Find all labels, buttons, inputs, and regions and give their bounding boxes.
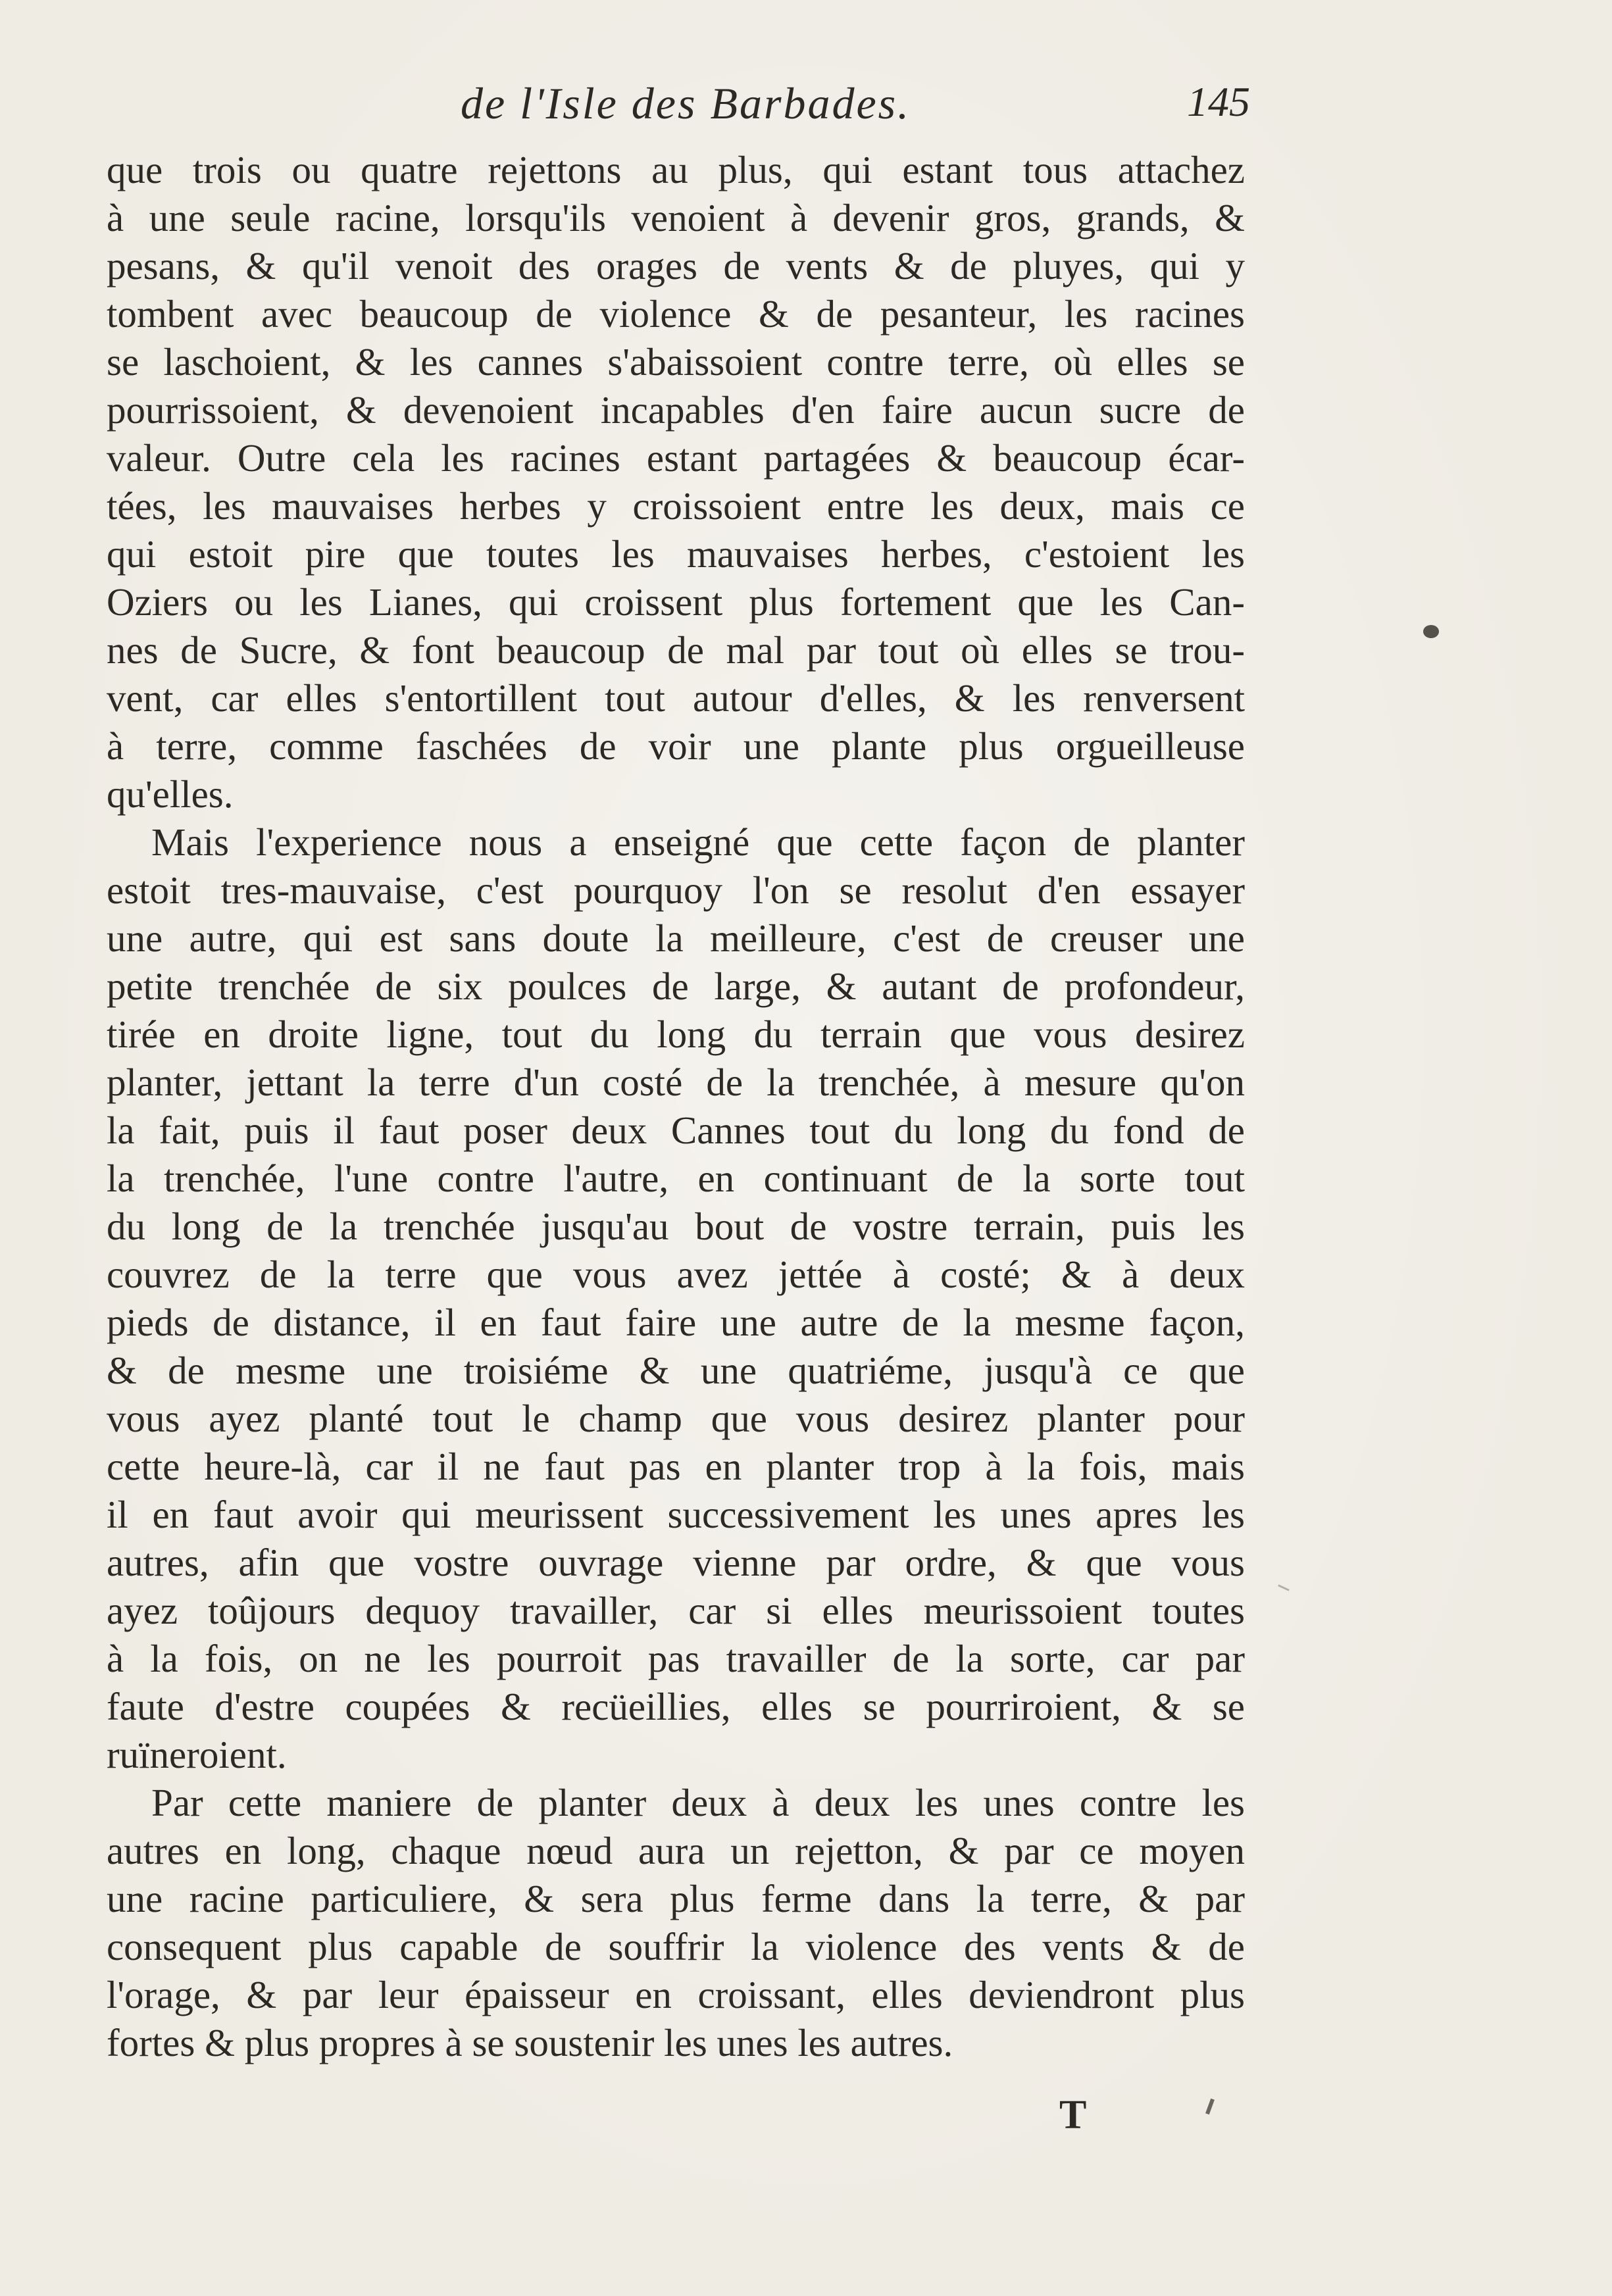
text-line: autres en long, chaque nœud aura un rejetton, & par ce moyen bbox=[107, 1829, 1245, 1872]
text-line: nes de Sucre, & font beaucoup de mal par tout où elles se trou- bbox=[107, 628, 1245, 672]
text-line: pourrissoient, & devenoient incapables d'en faire aucun sucre de bbox=[107, 388, 1245, 432]
text-line: pieds de distance, il en faut faire une autre de la mesme façon, bbox=[107, 1301, 1245, 1344]
text-line: une autre, qui est sans doute la meilleure, c'est de creuser une bbox=[107, 916, 1245, 960]
margin-mark bbox=[1278, 1584, 1290, 1591]
text-line: tées, les mauvaises herbes y croissoient entre les deux, mais ce bbox=[107, 484, 1245, 528]
paragraph-start-line: Mais l'experience nous a enseigné que cette façon de planter bbox=[151, 820, 1245, 864]
text-line: vous ayez planté tout le champ que vous desirez planter pour bbox=[107, 1397, 1245, 1440]
page-number: 145 bbox=[1187, 78, 1250, 125]
text-line: Oziers ou les Lianes, qui croissent plus fortement que les Can- bbox=[107, 580, 1245, 624]
paragraph-start-line: Par cette maniere de planter deux à deux les unes contre les bbox=[151, 1781, 1245, 1824]
text-line: petite trenchée de six poulces de large, & autant de profondeur, bbox=[107, 964, 1245, 1008]
text-line: du long de la trenchée jusqu'au bout de vostre terrain, puis les bbox=[107, 1205, 1245, 1248]
text-line: pesans, & qu'il venoit des orages de vents & de pluyes, qui y bbox=[107, 244, 1245, 287]
text-line: l'orage, & par leur épaisseur en croissant, elles deviendront plus bbox=[107, 1973, 1245, 2016]
ink-blot bbox=[1423, 625, 1439, 638]
text-line: il en faut avoir qui meurissent successivement les unes apres les bbox=[107, 1493, 1245, 1536]
body-text bbox=[107, 146, 1245, 2067]
text-line: se laschoient, & les cannes s'abaissoient contre terre, où elles se bbox=[107, 340, 1245, 384]
text-line: qui estoit pire que toutes les mauvaises herbes, c'estoient les bbox=[107, 532, 1245, 576]
text-line: ayez toûjours dequoy travailler, car si elles meurissoient toutes bbox=[107, 1589, 1245, 1632]
text-line: valeur. Outre cela les racines estant partagées & beaucoup écar- bbox=[107, 436, 1245, 480]
text-line: couvrez de la terre que vous avez jettée à costé; & à deux bbox=[107, 1253, 1245, 1296]
footer-tick-mark bbox=[1205, 2099, 1215, 2115]
text-line: à une seule racine, lorsqu'ils venoient à devenir gros, grands, & bbox=[107, 196, 1245, 239]
text-line: qu'elles. bbox=[107, 772, 234, 816]
text-line: & de mesme une troisiéme & une quatriéme, jusqu'à ce que bbox=[107, 1349, 1245, 1392]
text-line: cette heure-là, car il ne faut pas en planter trop à la fois, mais bbox=[107, 1445, 1245, 1488]
signature-mark: T bbox=[1059, 2093, 1088, 2137]
text-line: la trenchée, l'une contre l'autre, en continuant de la sorte tout bbox=[107, 1157, 1245, 1200]
running-title: de l'Isle des Barbades. bbox=[461, 78, 911, 128]
text-line: fortes & plus propres à se soustenir les unes les autres. bbox=[107, 2021, 953, 2064]
text-line: planter, jettant la terre d'un costé de la trenchée, à mesure qu'on bbox=[107, 1061, 1245, 1104]
text-line: ruïneroient. bbox=[107, 1733, 287, 1776]
text-line: à la fois, on ne les pourroit pas travailler de la sorte, car par bbox=[107, 1637, 1245, 1680]
text-line: consequent plus capable de souffrir la violence des vents & de bbox=[107, 1925, 1245, 1968]
text-line: que trois ou quatre rejettons au plus, qui estant tous attachez bbox=[107, 148, 1245, 191]
text-line: tirée en droite ligne, tout du long du terrain que vous desirez bbox=[107, 1012, 1245, 1056]
text-line: faute d'estre coupées & recüeillies, elles se pourriroient, & se bbox=[107, 1685, 1245, 1728]
text-line: à terre, comme faschées de voir une plante plus orgueilleuse bbox=[107, 724, 1245, 768]
page-header bbox=[105, 78, 1250, 150]
text-line: une racine particuliere, & sera plus ferme dans la terre, & par bbox=[107, 1877, 1245, 1920]
text-line: tombent avec beaucoup de violence & de pesanteur, les racines bbox=[107, 292, 1245, 336]
text-line: la fait, puis il faut poser deux Cannes tout du long du fond de bbox=[107, 1109, 1245, 1152]
text-line: autres, afin que vostre ouvrage vienne par ordre, & que vous bbox=[107, 1541, 1245, 1584]
text-line: estoit tres-mauvaise, c'est pourquoy l'on se resolut d'en essayer bbox=[107, 868, 1245, 912]
text-line: vent, car elles s'entortillent tout autour d'elles, & les renversent bbox=[107, 676, 1245, 720]
